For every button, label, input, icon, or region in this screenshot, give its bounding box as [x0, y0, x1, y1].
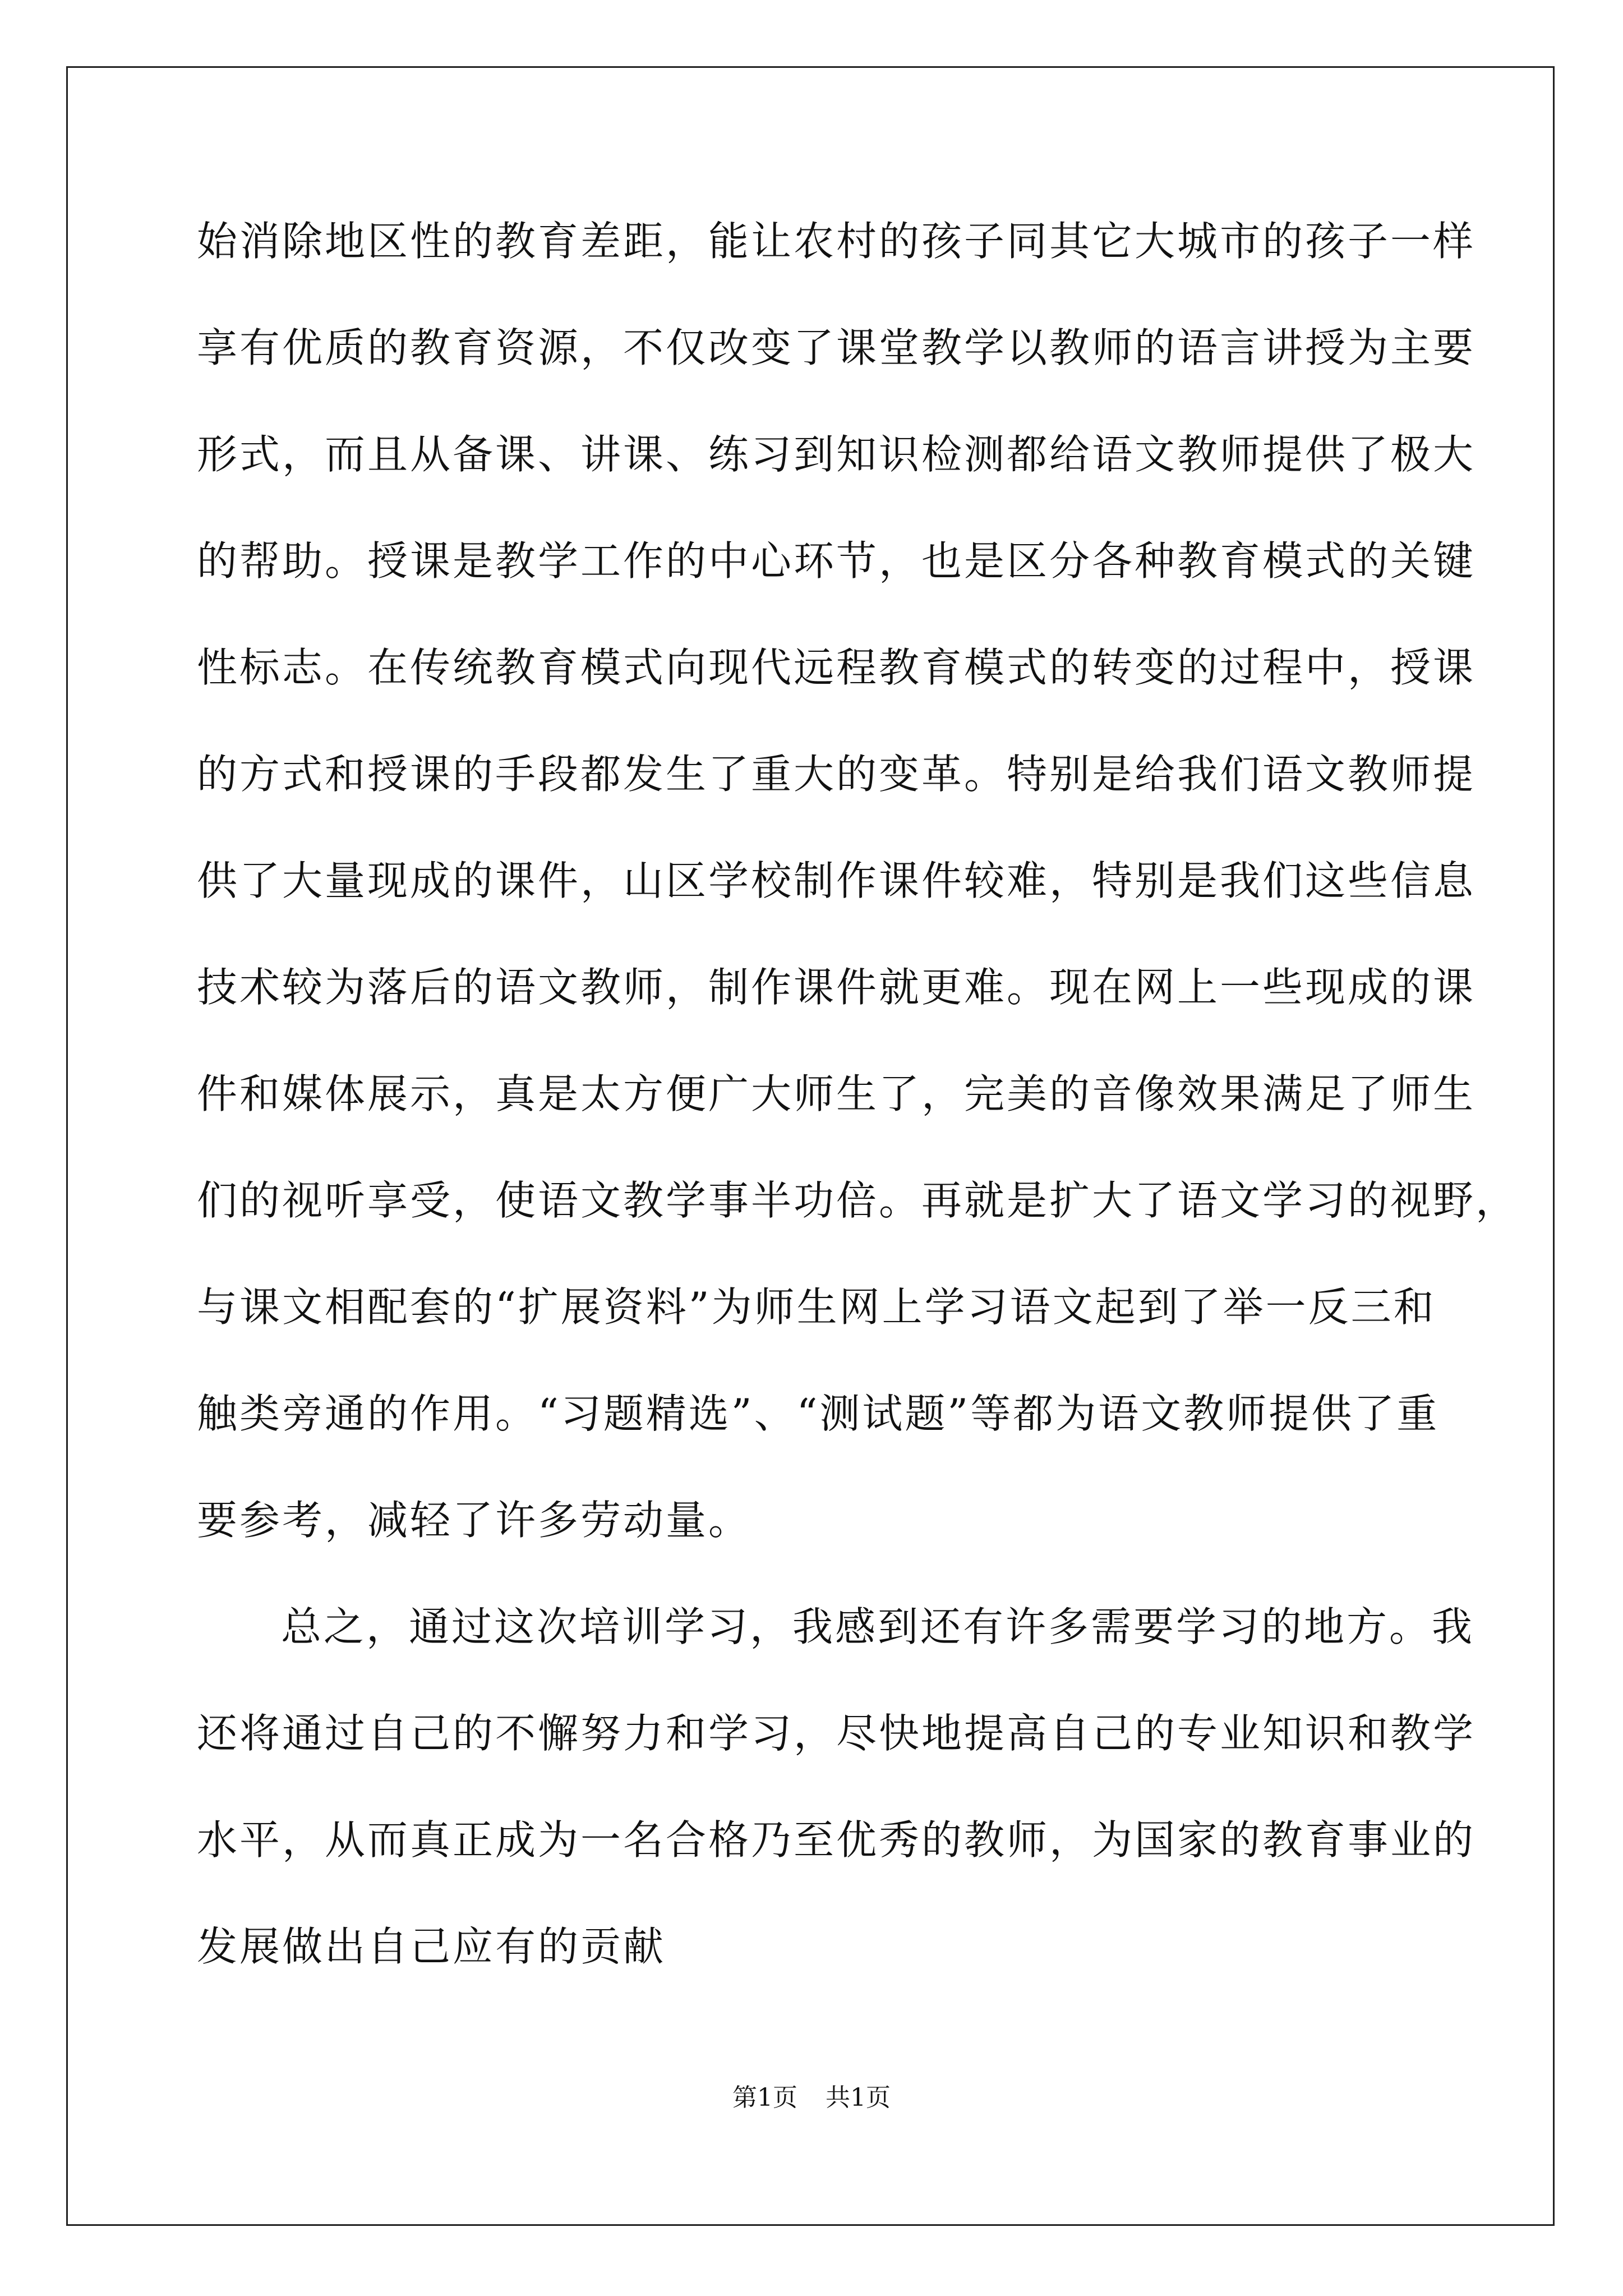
- text-line: 始消除地区性的教育差距，能让农村的孩子同其它大城市的孩子一样: [197, 218, 1476, 265]
- text-line: 供了大量现成的课件，山区学校制作课件较难，特别是我们这些信息: [197, 857, 1476, 904]
- page-number: 第1页: [732, 2083, 797, 2112]
- text-line: 性标志。在传统教育模式向现代远程教育模式的转变的过程中，授课: [197, 644, 1476, 691]
- text-line: 触类旁通的作用。“习题精选”、“测试题”等都为语文教师提供了重: [197, 1390, 1440, 1437]
- text-line: 的帮助。授课是教学工作的中心环节，也是区分各种教育模式的关键: [197, 537, 1476, 585]
- text-line: 发展做出自己应有的贡献: [197, 1923, 666, 1970]
- text-line: 水平，从而真正成为一名合格乃至优秀的教师，为国家的教育事业的: [197, 1816, 1476, 1864]
- text-line: 要参考，减轻了许多劳动量。: [197, 1497, 751, 1544]
- page-footer: [0, 2081, 1623, 2115]
- paragraph-start-line: 总之，通过这次培训学习，我感到还有许多需要学习的地方。我: [281, 1603, 1475, 1650]
- text-line: 享有优质的教育资源，不仅改变了课堂教学以教师的语言讲授为主要: [197, 324, 1476, 371]
- text-line: 的方式和授课的手段都发生了重大的变革。特别是给我们语文教师提: [197, 751, 1476, 798]
- page-border: [66, 66, 1555, 2226]
- text-line: 形式，而且从备课、讲课、练习到知识检测都给语文教师提供了极大: [197, 431, 1476, 478]
- text-line: 件和媒体展示，真是太方便广大师生了，完美的音像效果满足了师生: [197, 1070, 1476, 1117]
- text-line: 与课文相配套的“扩展资料”为师生网上学习语文起到了举一反三和: [197, 1283, 1436, 1331]
- text-line: 还将通过自己的不懈努力和学习，尽快地提高自己的专业知识和教学: [197, 1710, 1476, 1757]
- page-total: 共1页: [826, 2083, 891, 2112]
- text-line: 技术较为落后的语文教师，制作课件就更难。现在网上一些现成的课: [197, 964, 1476, 1011]
- text-line: 们的视听享受，使语文教学事半功倍。再就是扩大了语文学习的视野，: [197, 1177, 1519, 1224]
